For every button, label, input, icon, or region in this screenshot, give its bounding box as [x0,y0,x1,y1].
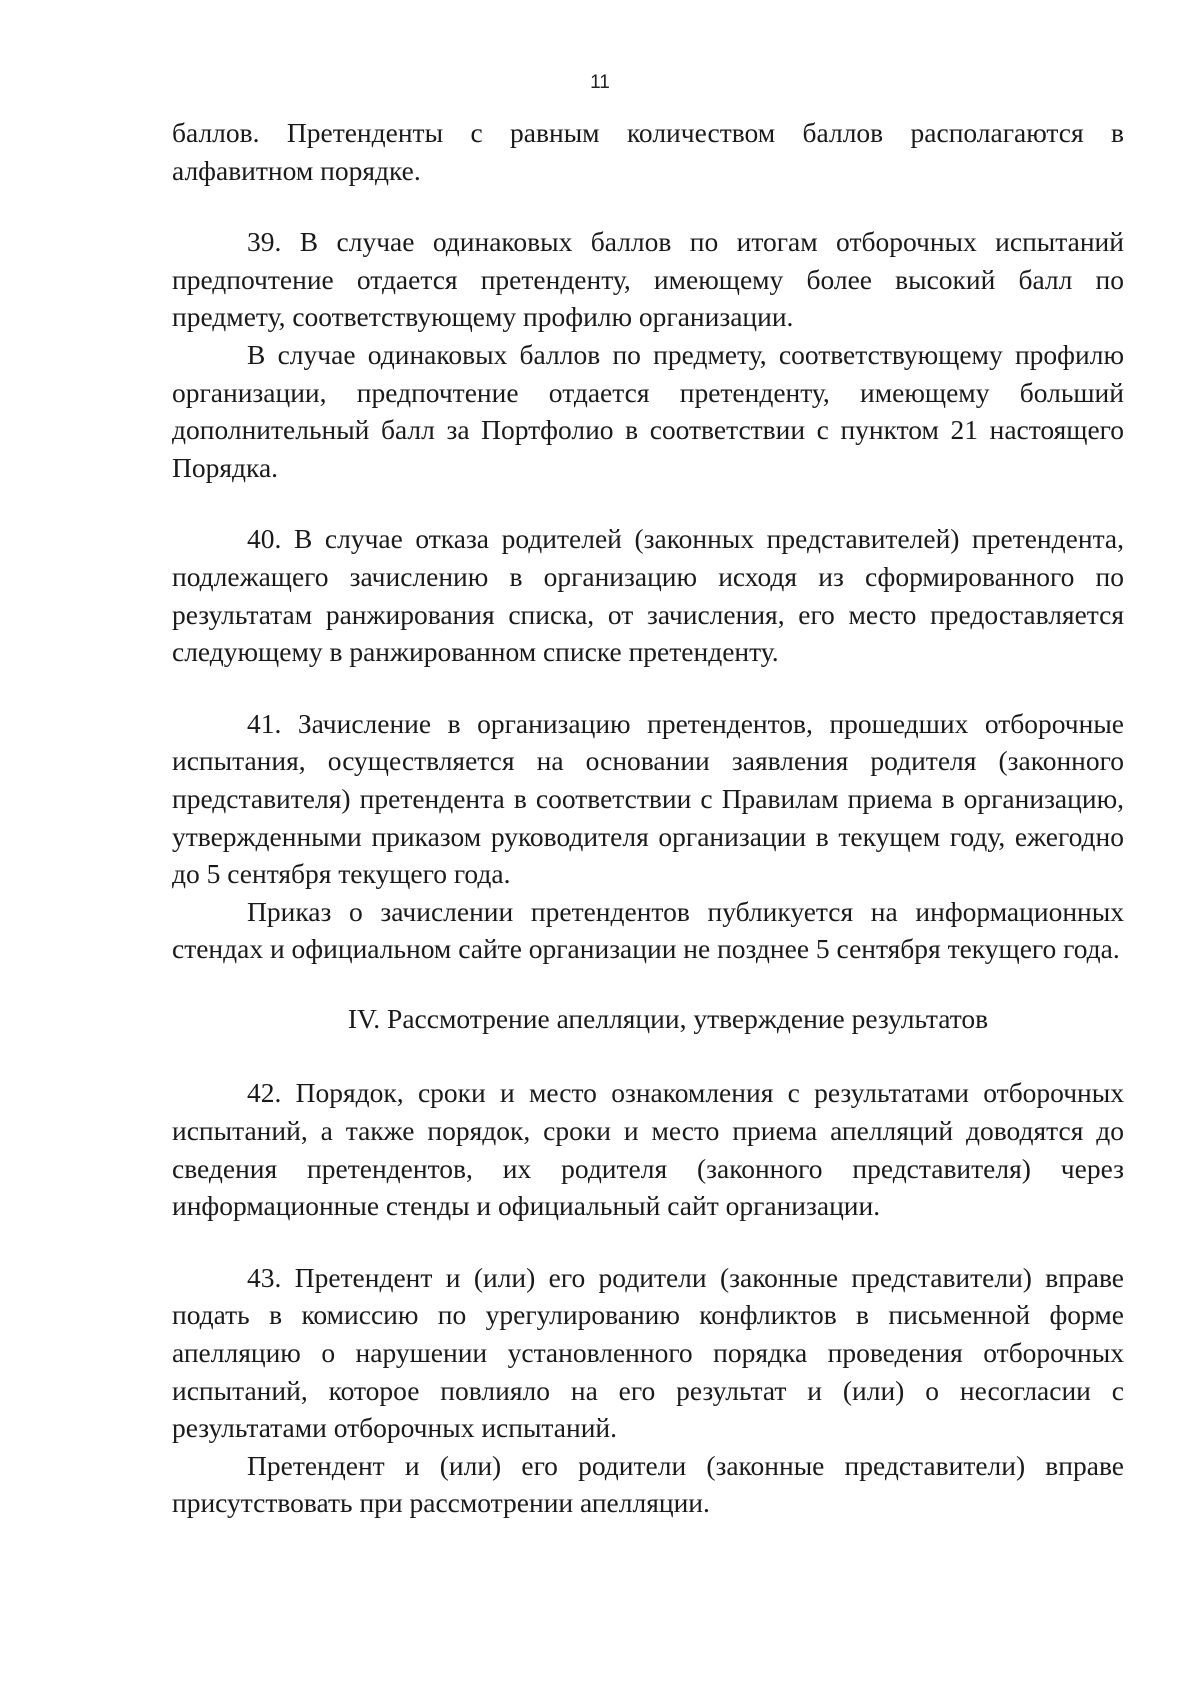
paragraph-43-cont: Претендент и (или) его родители (законные представители) вправе присутствовать при рассмотрении апелляции. [172,1449,1124,1519]
paragraph-39: 39. В случае одинаковых баллов по итогам отборочных испытаний предпочтение отдается претенденту, имеющему более высокий балл по предмету, соответствующему профилю организации. [172,226,1124,333]
document-body [172,114,1124,1522]
paragraph-41: 41. Зачисление в организацию претендентов, прошедших отборочные испытания, осуществляется на основании заявления родителя (законного представителя) претендента в соответствии с Правилам приема в организацию, утвержденными приказом руководителя организации в текущем году, ежегодно до 5 сентября текущего года. [172,707,1124,890]
paragraph-39-cont: В случае одинаковых баллов по предмету, соответствующему профилю организации, предпочтение отдается претенденту, имеющему больший дополнительный балл за Портфолио в соответствии с пунктом 21 настоящего Порядка. [172,338,1124,483]
page-number: 11 [590,72,610,93]
paragraph-42: 42. Порядок, сроки и место ознакомления с результатами отборочных испытаний, а также порядок, сроки и место приема апелляций доводятся до сведения претендентов, их родителя (законного представителя) через информационные стенды и официальный сайт организации. [172,1077,1124,1222]
paragraph-40: 40. В случае отказа родителей (законных представителей) претендента, подлежащего зачислению в организацию исходя из сформированного по результатам ранжирования списка, от зачисления, его место предоставляется следующему в ранжированном списке претенденту. [172,523,1124,668]
section-heading: IV. Рассмотрение апелляции, утверждение результатов [347,1002,989,1034]
paragraph-41-cont: Приказ о зачислении претендентов публикуется на информационных стендах и официальном сайте организации не позднее 5 сентября текущего года. [172,895,1124,965]
paragraph-continuation: баллов. Претенденты с равным количеством баллов располагаются в алфавитном порядке. [172,117,1124,186]
paragraph-43: 43. Претендент и (или) его родители (законные представители) вправе подать в комиссию по урегулированию конфликтов в письменной форме апелляцию о нарушении установленного порядка проведения отборочных испытаний, которое повлияло на его результат и (или) о несогласии с результатами отборочных испытаний. [172,1261,1124,1444]
